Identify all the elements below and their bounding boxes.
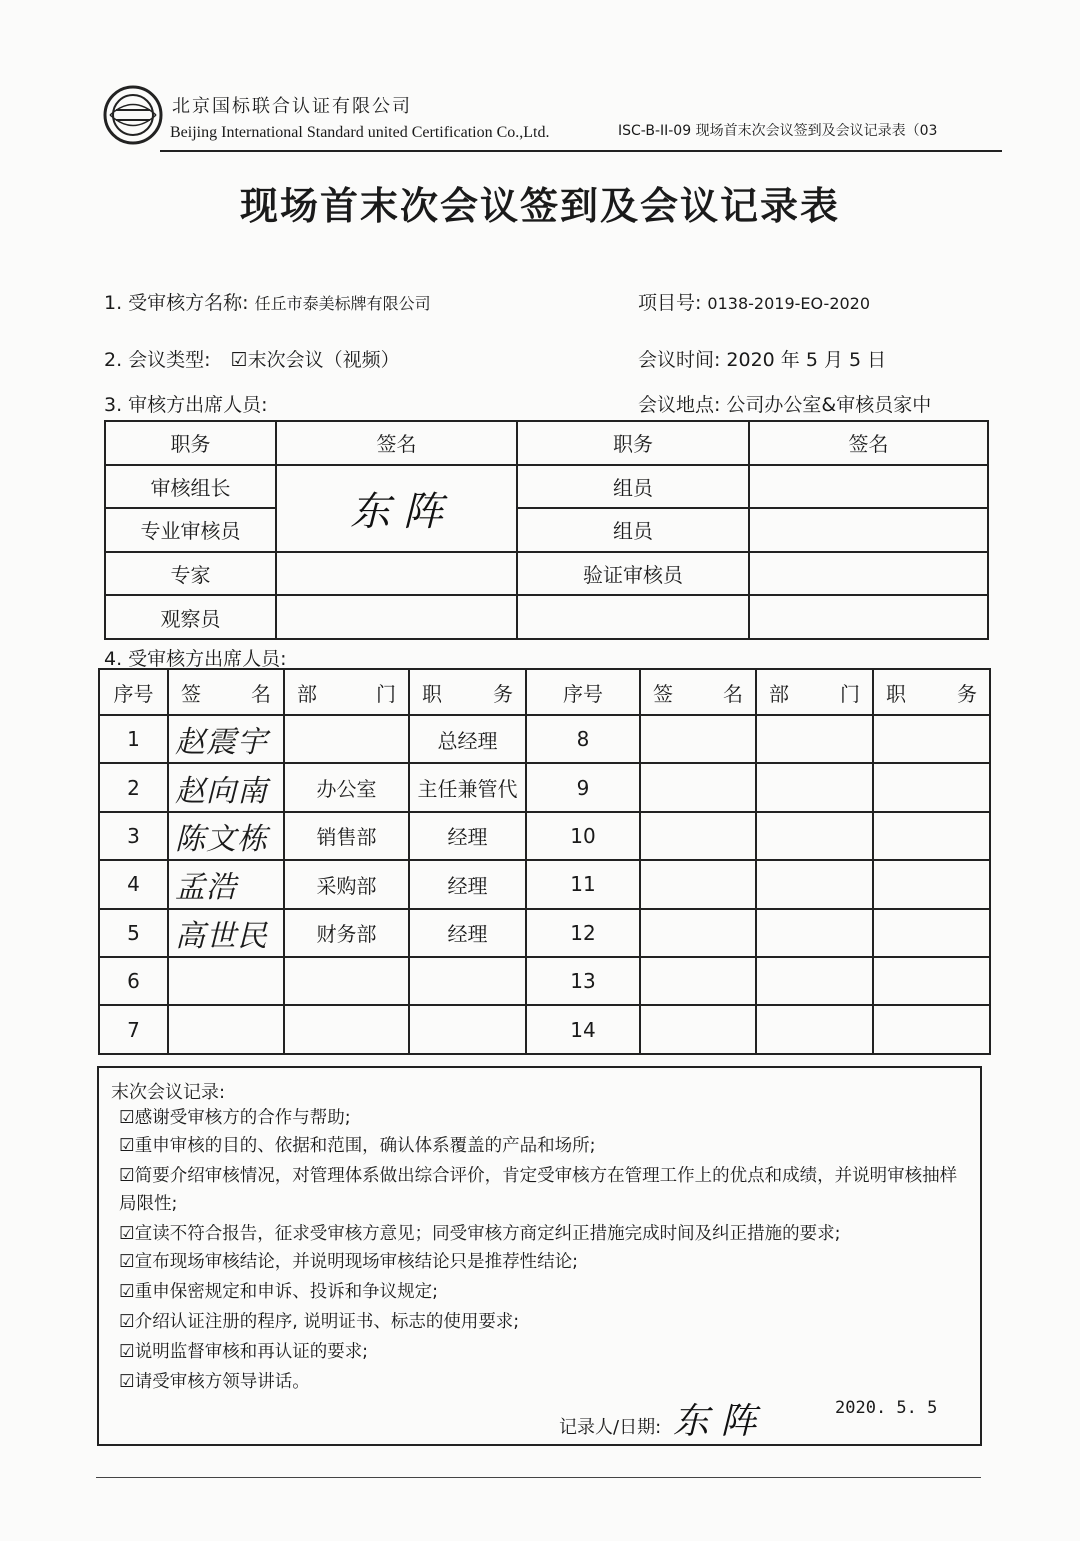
header-signature: 签名: [276, 421, 517, 465]
auditee-attendance-table: [98, 668, 991, 1055]
record-date: 2020. 5. 5: [835, 1398, 938, 1418]
signature-cell: [276, 552, 517, 596]
project-no: 0138-2019-EO-2020: [707, 294, 871, 313]
recorder-signature: 东 阵: [672, 1401, 757, 1442]
header-no: 序号: [526, 669, 640, 715]
attendee-signature: 赵向南: [168, 763, 284, 811]
company-name-en: Beijing International Standard united Certification Co.,Ltd.: [170, 124, 550, 141]
record-item: ☑宣读不符合报告，征求受审核方意见；同受审核方商定纠正措施完成时间及纠正措施的要求;: [119, 1224, 841, 1244]
meeting-record-box: [97, 1066, 982, 1446]
header-signature: 签 名: [640, 669, 756, 715]
record-item: ☑重申保密规定和申诉、投诉和争议规定;: [119, 1282, 439, 1302]
record-item: ☑简要介绍审核情况，对管理体系做出综合评价，肯定受审核方在管理工作上的优点和成绩，并说明审核抽样局限性;: [119, 1166, 958, 1214]
table-row: 6 13: [99, 957, 990, 1005]
header-department: 部 门: [284, 669, 409, 715]
signature-cell: [749, 552, 988, 596]
table-row: 3 陈文栋 销售部 经理 10: [99, 812, 990, 860]
role-cell: 验证审核员: [517, 552, 749, 596]
role-cell: 组员: [517, 508, 749, 552]
role-cell: [517, 595, 749, 639]
header-department: 部 门: [756, 669, 873, 715]
attendee-signature: 孟浩: [168, 860, 284, 908]
recorder-label: 记录人/日期:: [559, 1417, 662, 1438]
auditor-section-label: 3. 审核方出席人员:: [104, 394, 268, 416]
header-role: 职务: [105, 421, 276, 465]
table-row: 2 赵向南 办公室 主任兼管代 9: [99, 763, 990, 811]
meeting-type: ☑末次会议（视频）: [230, 349, 400, 371]
role-cell: 专业审核员: [105, 508, 276, 552]
table-row: 5 高世民 财务部 经理 12: [99, 909, 990, 957]
role-cell: 组员: [517, 465, 749, 509]
role-cell: 专家: [105, 552, 276, 596]
header-no: 序号: [99, 669, 168, 715]
header-signature: 签 名: [168, 669, 284, 715]
auditee-section-label: 4. 受审核方出席人员:: [104, 648, 287, 670]
signature-cell: [749, 465, 988, 509]
meeting-time: 2020 年 5 月 5 日: [726, 349, 887, 371]
form-code: ISC-B-II-09 现场首末次会议签到及会议记录表（03: [618, 123, 938, 139]
meeting-time-field: 会议时间: 2020 年 5 月 5 日: [638, 349, 887, 371]
header-position: 职 务: [873, 669, 990, 715]
project-no-field: 项目号: 0138-2019-EO-2020: [638, 292, 871, 314]
record-item: ☑感谢受审核方的合作与帮助;: [119, 1108, 351, 1128]
auditee-name-field: 1. 受审核方名称: 任丘市泰美标牌有限公司: [104, 292, 431, 314]
table-row: 1 赵震宇 总经理 8: [99, 715, 990, 763]
footer-divider: [96, 1477, 981, 1478]
recorder-field: [559, 1393, 756, 1444]
attendee-signature: 陈文栋: [168, 812, 284, 860]
record-title: 末次会议记录:: [111, 1082, 226, 1103]
auditee-name: 任丘市泰美标牌有限公司: [254, 294, 431, 313]
header-signature: 签名: [749, 421, 988, 465]
company-name-cn: 北京国标联合认证有限公司: [172, 96, 412, 117]
meeting-type-field: 2. 会议类型: ☑末次会议（视频）: [104, 349, 400, 371]
signature-cell: [749, 595, 988, 639]
table-row: 4 孟浩 采购部 经理 11: [99, 860, 990, 908]
signature-cell: [276, 595, 517, 639]
header-position: 职 务: [409, 669, 526, 715]
role-cell: 审核组长: [105, 465, 276, 509]
leader-signature: 东 阵: [350, 488, 443, 535]
record-item: ☑重申审核的目的、依据和范围，确认体系覆盖的产品和场所;: [119, 1136, 596, 1156]
record-item: ☑说明监督审核和再认证的要求;: [119, 1342, 369, 1362]
record-item: ☑宣布现场审核结论，并说明现场审核结论只是推荐性结论;: [119, 1252, 579, 1272]
meeting-place: 公司办公室&审核员家中: [726, 394, 932, 416]
leader-signature-cell: [276, 465, 517, 552]
document-title: 现场首末次会议签到及会议记录表: [239, 184, 840, 228]
attendee-signature: 高世民: [168, 909, 284, 957]
record-item: ☑请受审核方领导讲话。: [119, 1372, 310, 1392]
role-cell: 观察员: [105, 595, 276, 639]
attendee-signature: 赵震宇: [168, 715, 284, 763]
signature-cell: [749, 508, 988, 552]
header-role: 职务: [517, 421, 749, 465]
table-row: 7 14: [99, 1005, 990, 1053]
header-divider: [160, 150, 1002, 152]
meeting-place-field: 会议地点: 公司办公室&审核员家中: [638, 394, 932, 416]
isc-logo: [102, 84, 164, 146]
record-item: ☑介绍认证注册的程序, 说明证书、标志的使用要求;: [119, 1312, 520, 1332]
auditor-attendance-table: [104, 420, 989, 640]
